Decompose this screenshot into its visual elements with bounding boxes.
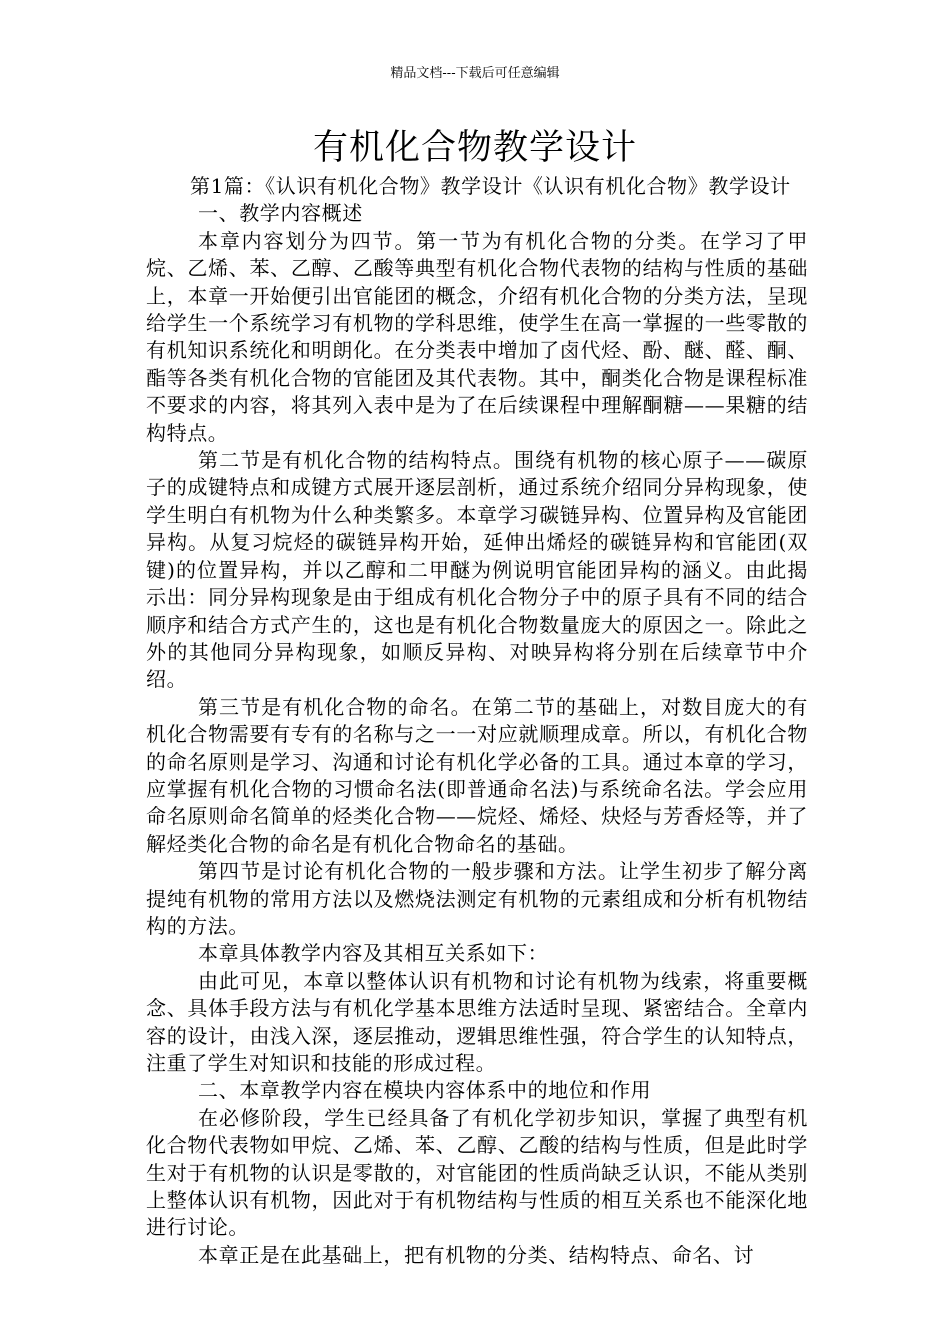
body-paragraph: 本章正是在此基础上，把有机物的分类、结构特点、命名、讨 xyxy=(198,1242,755,1267)
body-paragraph: 本章内容划分为四节。第一节为有机化合物的分类。在学习了甲烷、乙烯、苯、乙醇、乙酸等典型有机化合物代表物的结构与性质的基础上，本章一开始便引出官能团的概念，介绍有机化合物的分类方法，呈现给学生一个系统学习有机物的学科思维，使学生在高一掌握的一些零散的有机知识系统化和明朗化。在分类表中增加了卤代烃、酚、醚、醛、酮、酯等各类有机化合物的官能团及其代表物。其中，酮类化合物是课程标准不要求的内容，将其列入表中是为了在后续课程中理解酮糖——果糖的结构特点。 xyxy=(146,228,808,445)
body-paragraph: 第二节是有机化合物的结构特点。围绕有机物的核心原子——碳原子的成键特点和成键方式展开逐层剖析，通过系统介绍同分异构现象，使学生明白有机物为什么种类繁多。本章学习碳链异构、位置异构及官能团异构。从复习烷烃的碳链异构开始，延伸出烯烃的碳链异构和官能团(双键)的位置异构，并以乙醇和二甲醚为例说明官能团异构的涵义。由此揭示出：同分异构现象是由于组成有机化合物分子中的原子具有不同的结合顺序和结合方式产生的，这也是有机化合物数量庞大的原因之一。除此之外的其他同分异构现象，如顺反异构、对映异构将分别在后续章节中介绍。 xyxy=(146,448,808,692)
article-subtitle: 第1篇：《认识有机化合物》教学设计《认识有机化合物》教学设计 xyxy=(190,174,791,198)
section-heading-overview: 一、教学内容概述 xyxy=(198,201,363,226)
body-paragraph: 在必修阶段，学生已经具备了有机化学初步知识，掌握了典型有机化合物代表物如甲烷、乙烯、苯、乙醇、乙酸的结构与性质，但是此时学生对于有机物的认识是零散的，对官能团的性质尚缺乏认识，不能从类别上整体认识有机物，因此对于有机物结构与性质的相互关系也不能深化地进行讨论。 xyxy=(146,1105,808,1240)
body-paragraph: 第四节是讨论有机化合物的一般步骤和方法。让学生初步了解分离提纯有机物的常用方法以及燃烧法测定有机物的元素组成和分析有机物结构的方法。 xyxy=(146,859,808,938)
page-header-note: 精品文档---下载后可任意编辑 xyxy=(390,66,560,81)
body-paragraph: 第三节是有机化合物的命名。在第二节的基础上，对数目庞大的有机化合物需要有专有的名称与之一一对应就顺理成章。所以，有机化合物的命名原则是学习、沟通和讨论有机化学必备的工具。通过本章的学习，应掌握有机化合物的习惯命名法(即普通命名法)与系统命名法。学会应用命名原则命名简单的烃类化合物——烷烃、烯烃、炔烃与芳香烃等，并了解烃类化合物的命名是有机化合物命名的基础。 xyxy=(146,694,808,856)
body-paragraph: 由此可见，本章以整体认识有机物和讨论有机物为线索，将重要概念、具体手段方法与有机化学基本思维方法适时呈现、紧密结合。全章内容的设计，由浅入深，逐层推动，逻辑思维性强，符合学生的认知特点，注重了学生对知识和技能的形成过程。 xyxy=(146,968,808,1075)
section-heading-role: 二、本章教学内容在模块内容体系中的地位和作用 xyxy=(198,1078,652,1103)
body-paragraph: 本章具体教学内容及其相互关系如下： xyxy=(198,941,549,966)
document-title: 有机化合物教学设计 xyxy=(312,128,637,168)
document-body xyxy=(146,173,808,1269)
